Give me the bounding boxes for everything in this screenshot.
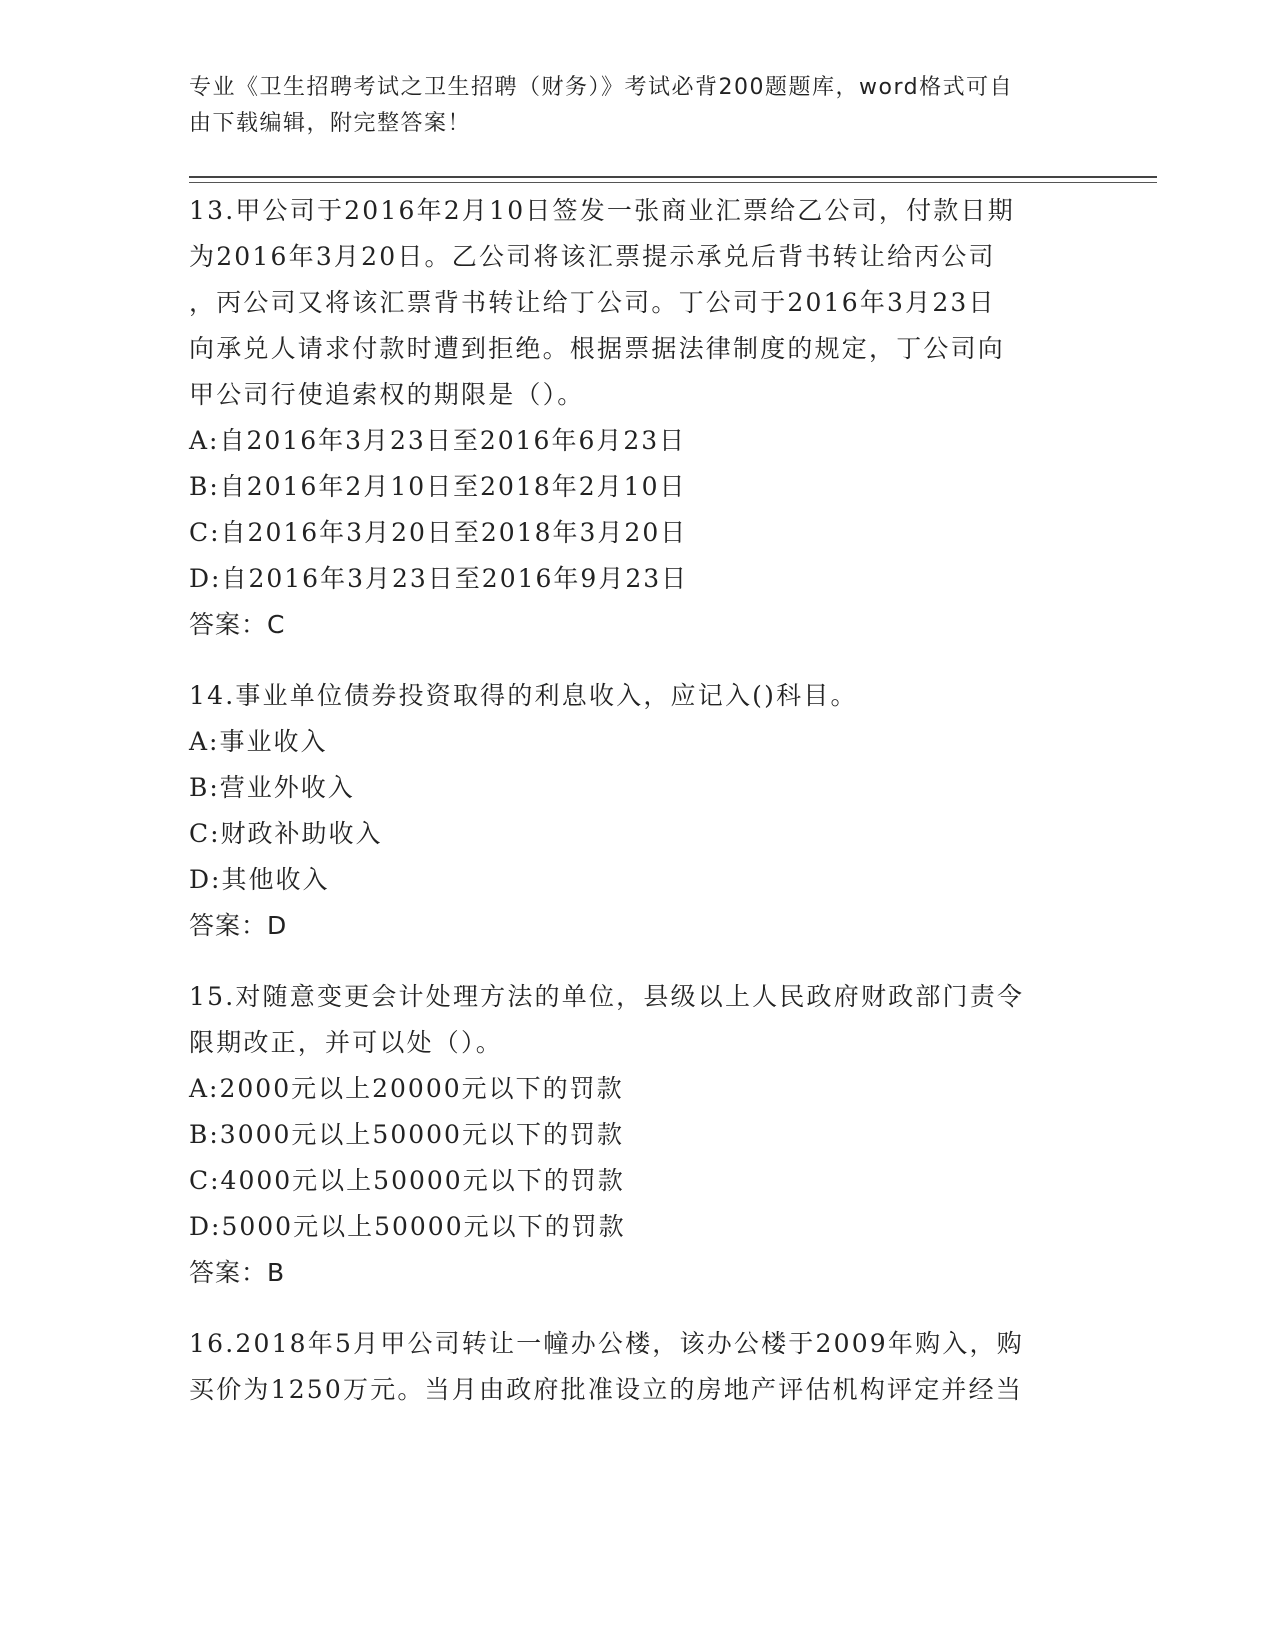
question-13	[189, 188, 1089, 648]
option-b: B:自2016年2月10日至2018年2月10日	[189, 472, 687, 501]
question-15	[189, 974, 1089, 1296]
question-stem-line: 向承兑人请求付款时遭到拒绝。根据票据法律制度的规定，丁公司向	[189, 334, 1006, 363]
question-stem-line: 16.2018年5月甲公司转让一幢办公楼，该办公楼于2009年购入，购	[189, 1329, 1024, 1358]
header-divider-thick	[189, 176, 1157, 178]
question-stem-line: 为2016年3月20日。乙公司将该汇票提示承兑后背书转让给丙公司	[189, 242, 996, 271]
option-a: A:2000元以上20000元以下的罚款	[189, 1074, 624, 1103]
question-list	[189, 188, 1089, 1438]
header-divider-thin	[189, 182, 1157, 183]
option-d: D:5000元以上50000元以下的罚款	[189, 1212, 626, 1241]
question-14	[189, 673, 1089, 949]
question-16	[189, 1321, 1089, 1413]
option-c: C:自2016年3月20日至2018年3月20日	[189, 518, 688, 547]
header-line-1: 专业《卫生招聘考试之卫生招聘（财务）》考试必背200题题库，word格式可自	[189, 75, 1014, 100]
question-stem-line: 15.对随意变更会计处理方法的单位，县级以上人民政府财政部门责令	[189, 982, 1025, 1011]
option-a: A:事业收入	[189, 727, 328, 756]
question-stem-line: 买价为1250万元。当月由政府批准设立的房地产评估机构评定并经当	[189, 1375, 1024, 1404]
option-b: B:营业外收入	[189, 773, 355, 802]
header-line-2: 由下载编辑，附完整答案！	[189, 111, 472, 136]
option-c: C:财政补助收入	[189, 819, 383, 848]
option-a: A:自2016年3月23日至2016年6月23日	[189, 426, 687, 455]
answer-line: 答案：B	[189, 1258, 286, 1287]
question-stem-line: 13.甲公司于2016年2月10日签发一张商业汇票给乙公司，付款日期	[189, 196, 1015, 225]
question-stem-line: 限期改正，并可以处（）。	[189, 1028, 503, 1057]
question-stem-line: ，丙公司又将该汇票背书转让给丁公司。丁公司于2016年3月23日	[189, 288, 996, 317]
option-d: D:自2016年3月23日至2016年9月23日	[189, 564, 689, 593]
option-c: C:4000元以上50000元以下的罚款	[189, 1166, 625, 1195]
question-stem-line: 14.事业单位债券投资取得的利息收入，应记入()科目。	[189, 681, 858, 710]
answer-line: 答案：C	[189, 610, 286, 639]
option-b: B:3000元以上50000元以下的罚款	[189, 1120, 624, 1149]
question-stem-line: 甲公司行使追索权的期限是（）。	[189, 380, 585, 409]
option-d: D:其他收入	[189, 865, 330, 894]
answer-line: 答案：D	[189, 911, 288, 940]
document-header	[189, 70, 1069, 142]
